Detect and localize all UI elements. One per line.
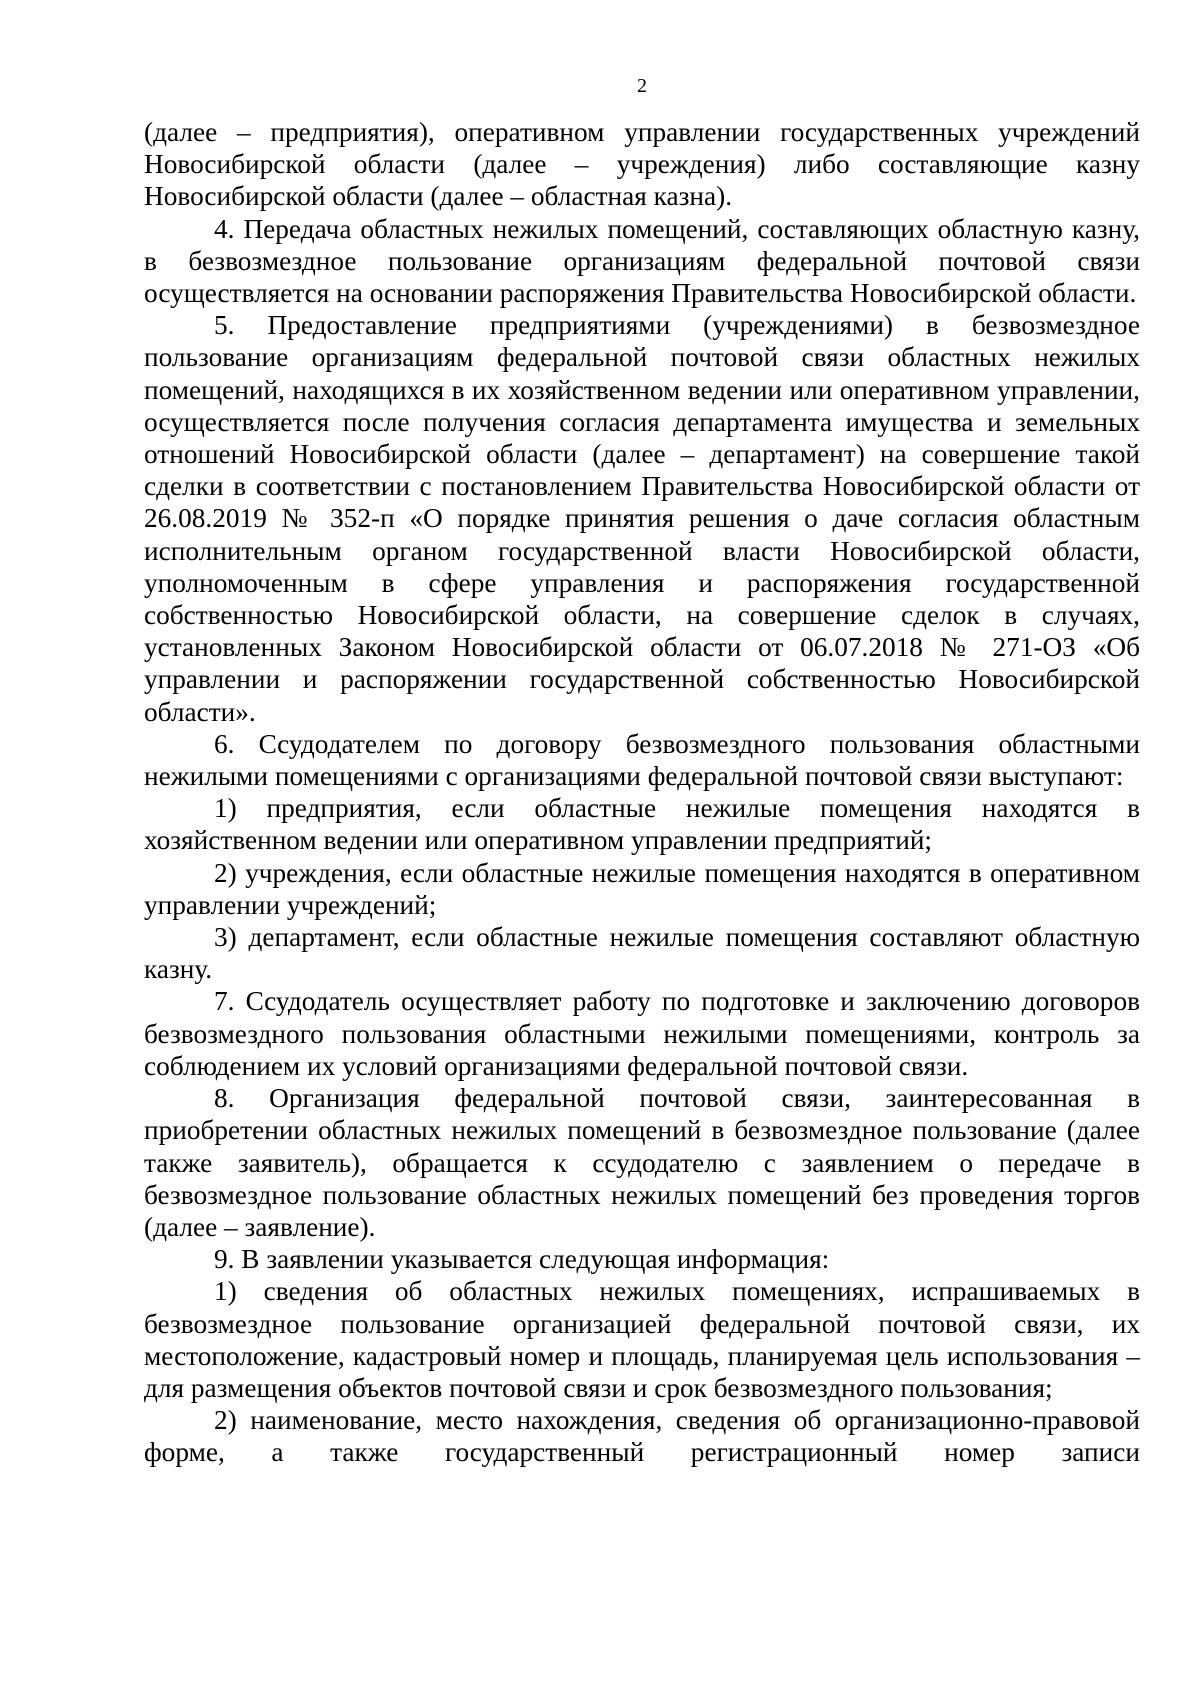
- paragraph-9-item-1: 1) сведения об областных нежилых помещениях, испрашиваемых в безвозмездное пользование организацией федеральной почтовой связи, их местоположение, кадастровый номер и площадь, планируемая цель использования – для размещения объектов почтовой связи и срок безвозмездного пользования;: [144, 1276, 1140, 1403]
- paragraph-9-item-2: 2) наименование, место нахождения, сведения об организационно-правовой форме, а также государственный регистрационный номер записи: [144, 1405, 1140, 1468]
- paragraph-4: 4. Передача областных нежилых помещений, составляющих областную казну, в безвозмездное пользование организациям федеральной почтовой связи осуществляется на основании распоряжения Правительства Новосибирской области.: [144, 213, 1140, 309]
- paragraph-6-item-1: 1) предприятия, если областные нежилые помещения находятся в хозяйственном ведении или оперативном управлении предприятий;: [144, 793, 1140, 856]
- document-page: [144, 0, 1140, 1469]
- paragraph-9: 9. В заявлении указывается следующая информация:: [214, 1244, 830, 1275]
- paragraph-continuation: (далее – предприятия), оперативном управлении государственных учреждений Новосибирской области (далее – учреждения) либо составляющие казну Новосибирской области (далее – областная казна).: [144, 117, 1140, 212]
- paragraph-6: 6. Ссудодателем по договору безвозмездного пользования областными нежилыми помещениями с организациями федеральной почтовой связи выступают:: [144, 728, 1140, 792]
- paragraph-5: 5. Предоставление предприятиями (учреждениями) в безвозмездное пользование организациям федеральной почтовой связи областных нежилых помещений, находящихся в их хозяйственном ведении или оперативном управлении, осуществляется после получения согласия департамента имущества и земельных отношений Новосибирской области (далее – департамент) на совершение такой сделки в соответствии с постановлением Правительства Новосибирской области от 26.08.2019 № 352-п «О порядке принятия решения о даче согласия областным исполнительным органом государственной власти Новосибирской области, уполномоченным в сфере управления и распоряжения государственной собственностью Новосибирской области, на совершение сделок в случаях, установленных Законом Новосибирской области от 06.07.2018 № 271-ОЗ «Об управлении и распоряжении государственной собственностью Новосибирской области».: [144, 310, 1140, 727]
- paragraph-8: 8. Организация федеральной почтовой связи, заинтересованная в приобретении областных нежилых помещений в безвозмездное пользование (далее также заявитель), обращается к ссудодателю с заявлением о передаче в безвозмездное пользование областных нежилых помещений без проведения торгов (далее – заявление).: [144, 1083, 1140, 1242]
- paragraph-7: 7. Ссудодатель осуществляет работу по подготовке и заключению договоров безвозмездного пользования областными нежилыми помещениями, контроль за соблюдением их условий организациями федеральной почтовой связи.: [144, 986, 1140, 1081]
- page-number: 2: [637, 75, 647, 97]
- paragraph-6-item-2: 2) учреждения, если областные нежилые помещения находятся в оперативном управлении учреждений;: [144, 857, 1140, 920]
- paragraph-6-item-3: 3) департамент, если областные нежилые помещения составляют областную казну.: [144, 922, 1140, 985]
